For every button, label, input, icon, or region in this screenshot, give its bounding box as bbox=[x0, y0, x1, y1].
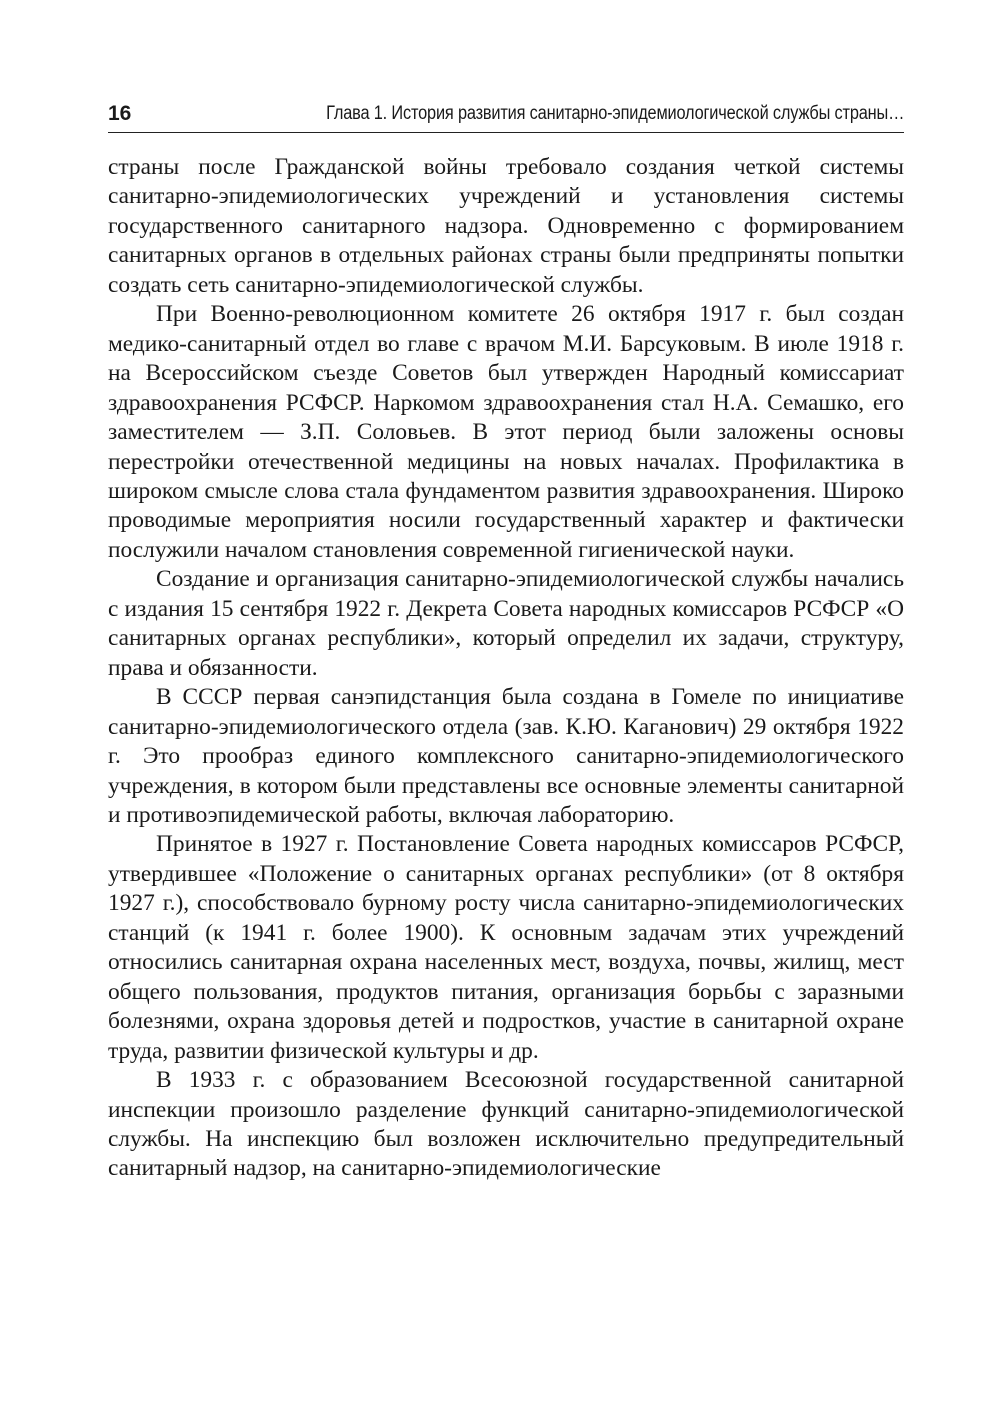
paragraph: страны после Гражданской войны требовало создания четкой системы санитарно-эпидемиологических учреждений и установления системы государственного санитарного надзора. Одновременно с формированием санитарных органов в отдельных районах страны были предприняты попытки создать сеть санитарно-эпидемиологической службы. bbox=[108, 154, 904, 298]
paragraph: Принятое в 1927 г. Постановление Совета народных комиссаров РСФСР, утвердившее «Положение о санитарных органах республики» (от 8 октября 1927 г.), способствовало бурному росту числа санитарно-эпидемиологических станций (к 1941 г. более 1900). К основным задачам этих учреждений относились санитарная охрана населенных мест, воздуха, почвы, жилищ, мест общего пользования, продуктов питания, организация борьбы с заразными болезнями, охрана здоровья детей и подростков, участие в санитарной охране труда, развитии физической культуры и др. bbox=[108, 831, 904, 1064]
running-head bbox=[108, 98, 904, 133]
page-number: 16 bbox=[108, 102, 132, 125]
body-text bbox=[108, 153, 904, 1184]
paragraph: В 1933 г. с образованием Всесоюзной государственной санитарной инспекции произошло разделение функций санитарно-эпидемиологической службы. На инспекцию был возложен исключительно предупредительный санитарный надзор, на санитарно-эпидемиологические bbox=[108, 1067, 904, 1182]
chapter-title: Глава 1. История развития санитарно-эпидемиологической службы страны… bbox=[325, 103, 904, 124]
paragraph: В СССР первая санэпидстанция была создана в Гомеле по инициативе санитарно-эпидемиологического отдела (зав. К.Ю. Каганович) 29 октября 1922 г. Это прообраз единого комплексного санитарно-эпидемиологического учреждения, в котором были представлены все основные элементы санитарной и противоэпидемической работы, включая лабораторию. bbox=[108, 684, 904, 828]
paragraph: При Военно-революционном комитете 26 октября 1917 г. был создан медико-санитарный отдел во главе с врачом М.И. Барсуковым. В июле 1918 г. на Всероссийском съезде Советов был утвержден Народный комиссариат здравоохранения РСФСР. Наркомом здравоохранения стал Н.А. Семашко, его заместителем — З.П. Соловьев. В этот период были заложены основы перестройки отечественной медицины на новых началах. Профилактика в широком смысле слова стала фундаментом развития здравоохранения. Широко проводимые мероприятия носили государственный характер и фактически послужили началом становления современной гигиенической науки. bbox=[108, 301, 904, 563]
paragraph: Создание и организация санитарно-эпидемиологической службы начались с издания 15 сентября 1922 г. Декрета Совета народных комиссаров РСФСР «О санитарных органах республики», который определил их задачи, структуру, права и обязанности. bbox=[108, 566, 904, 681]
